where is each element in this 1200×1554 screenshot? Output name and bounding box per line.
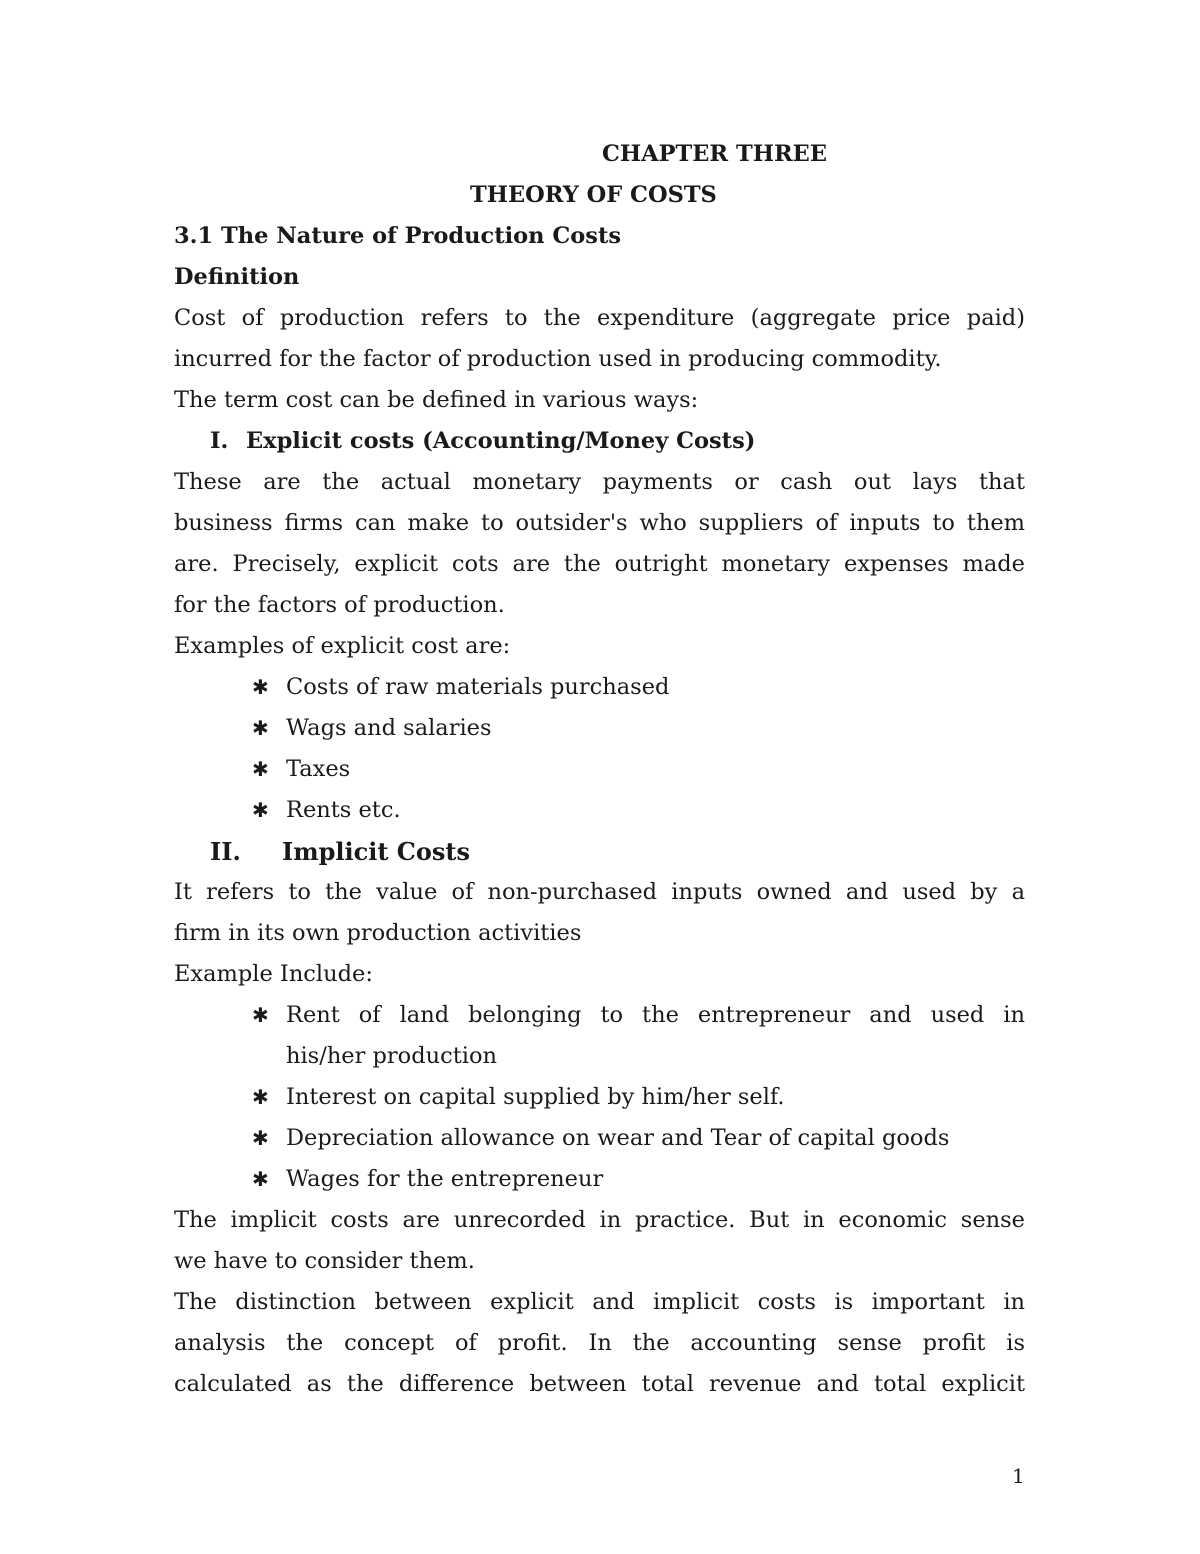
list-item-text: Interest on capital supplied by him/her self. — [286, 1084, 785, 1110]
paragraph-line: The term cost can be defined in various ways: — [174, 387, 699, 413]
star-bullet-icon: ✱ — [252, 798, 269, 822]
paragraph-line: analysis the concept of profit. In the accounting sense profit is — [174, 1330, 1025, 1356]
list-item — [174, 790, 1025, 831]
page-number: 1 — [1012, 1464, 1025, 1488]
paragraph-line: Cost of production refers to the expenditure (aggregate price paid) — [174, 305, 1025, 331]
list-item — [174, 995, 1025, 1077]
paragraph-line: we have to consider them. — [174, 1248, 475, 1274]
list-item — [174, 1118, 1025, 1159]
roman-numeral: II. — [210, 837, 241, 866]
paragraph-line: for the factors of production. — [174, 592, 505, 618]
star-bullet-icon: ✱ — [252, 1085, 269, 1109]
paragraph-line: The implicit costs are unrecorded in practice. But in economic sense — [174, 1207, 1025, 1233]
explicit-examples-list — [174, 667, 1025, 831]
star-bullet-icon: ✱ — [252, 675, 269, 699]
chapter-heading: CHAPTER THREE — [602, 141, 827, 167]
heading-text: Explicit costs (Accounting/Money Costs) — [246, 428, 756, 454]
list-item — [174, 1077, 1025, 1118]
definition-heading: Definition — [174, 264, 300, 290]
roman-numeral: I. — [210, 428, 229, 454]
implicit-examples-list — [174, 995, 1025, 1200]
list-item — [174, 667, 1025, 708]
paragraph-line: incurred for the factor of production used in producing commodity. — [174, 346, 942, 372]
chapter-title: THEORY OF COSTS — [470, 182, 717, 208]
heading-text: Implicit Costs — [282, 837, 471, 866]
paragraph-line: These are the actual monetary payments or cash out lays that — [174, 469, 1025, 495]
list-item-text-continued: his/her production — [286, 1043, 498, 1069]
paragraph-line: business firms can make to outsider's who suppliers of inputs to them — [174, 510, 1025, 536]
paragraph-line: are. Precisely, explicit cots are the outright monetary expenses made — [174, 551, 1025, 577]
document-page — [174, 134, 1025, 1405]
star-bullet-icon: ✱ — [252, 757, 269, 781]
list-item-text: Wags and salaries — [286, 715, 492, 741]
list-item-text: Wages for the entrepreneur — [286, 1166, 604, 1192]
paragraph-line: calculated as the difference between total revenue and total explicit — [174, 1371, 1025, 1397]
paragraph-line: The distinction between explicit and implicit costs is important in — [174, 1289, 1025, 1315]
section-heading: 3.1 The Nature of Production Costs — [174, 223, 622, 249]
star-bullet-icon: ✱ — [252, 1003, 269, 1027]
paragraph-line: firm in its own production activities — [174, 920, 582, 946]
implicit-costs-heading — [174, 831, 1025, 872]
list-item — [174, 708, 1025, 749]
star-bullet-icon: ✱ — [252, 1126, 269, 1150]
star-bullet-icon: ✱ — [252, 1167, 269, 1191]
list-item-text: Depreciation allowance on wear and Tear of capital goods — [286, 1125, 950, 1151]
list-item-text: Rent of land belonging to the entrepreneur and used in — [286, 1002, 1025, 1028]
list-item-text: Rents etc. — [286, 797, 401, 823]
list-item — [174, 749, 1025, 790]
paragraph-line: It refers to the value of non-purchased inputs owned and used by a — [174, 879, 1025, 905]
paragraph-line: Example Include: — [174, 961, 373, 987]
list-item — [174, 1159, 1025, 1200]
paragraph-line: Examples of explicit cost are: — [174, 633, 511, 659]
explicit-costs-heading — [174, 421, 1025, 462]
star-bullet-icon: ✱ — [252, 716, 269, 740]
list-item-text: Costs of raw materials purchased — [286, 674, 670, 700]
list-item-text: Taxes — [286, 756, 351, 782]
